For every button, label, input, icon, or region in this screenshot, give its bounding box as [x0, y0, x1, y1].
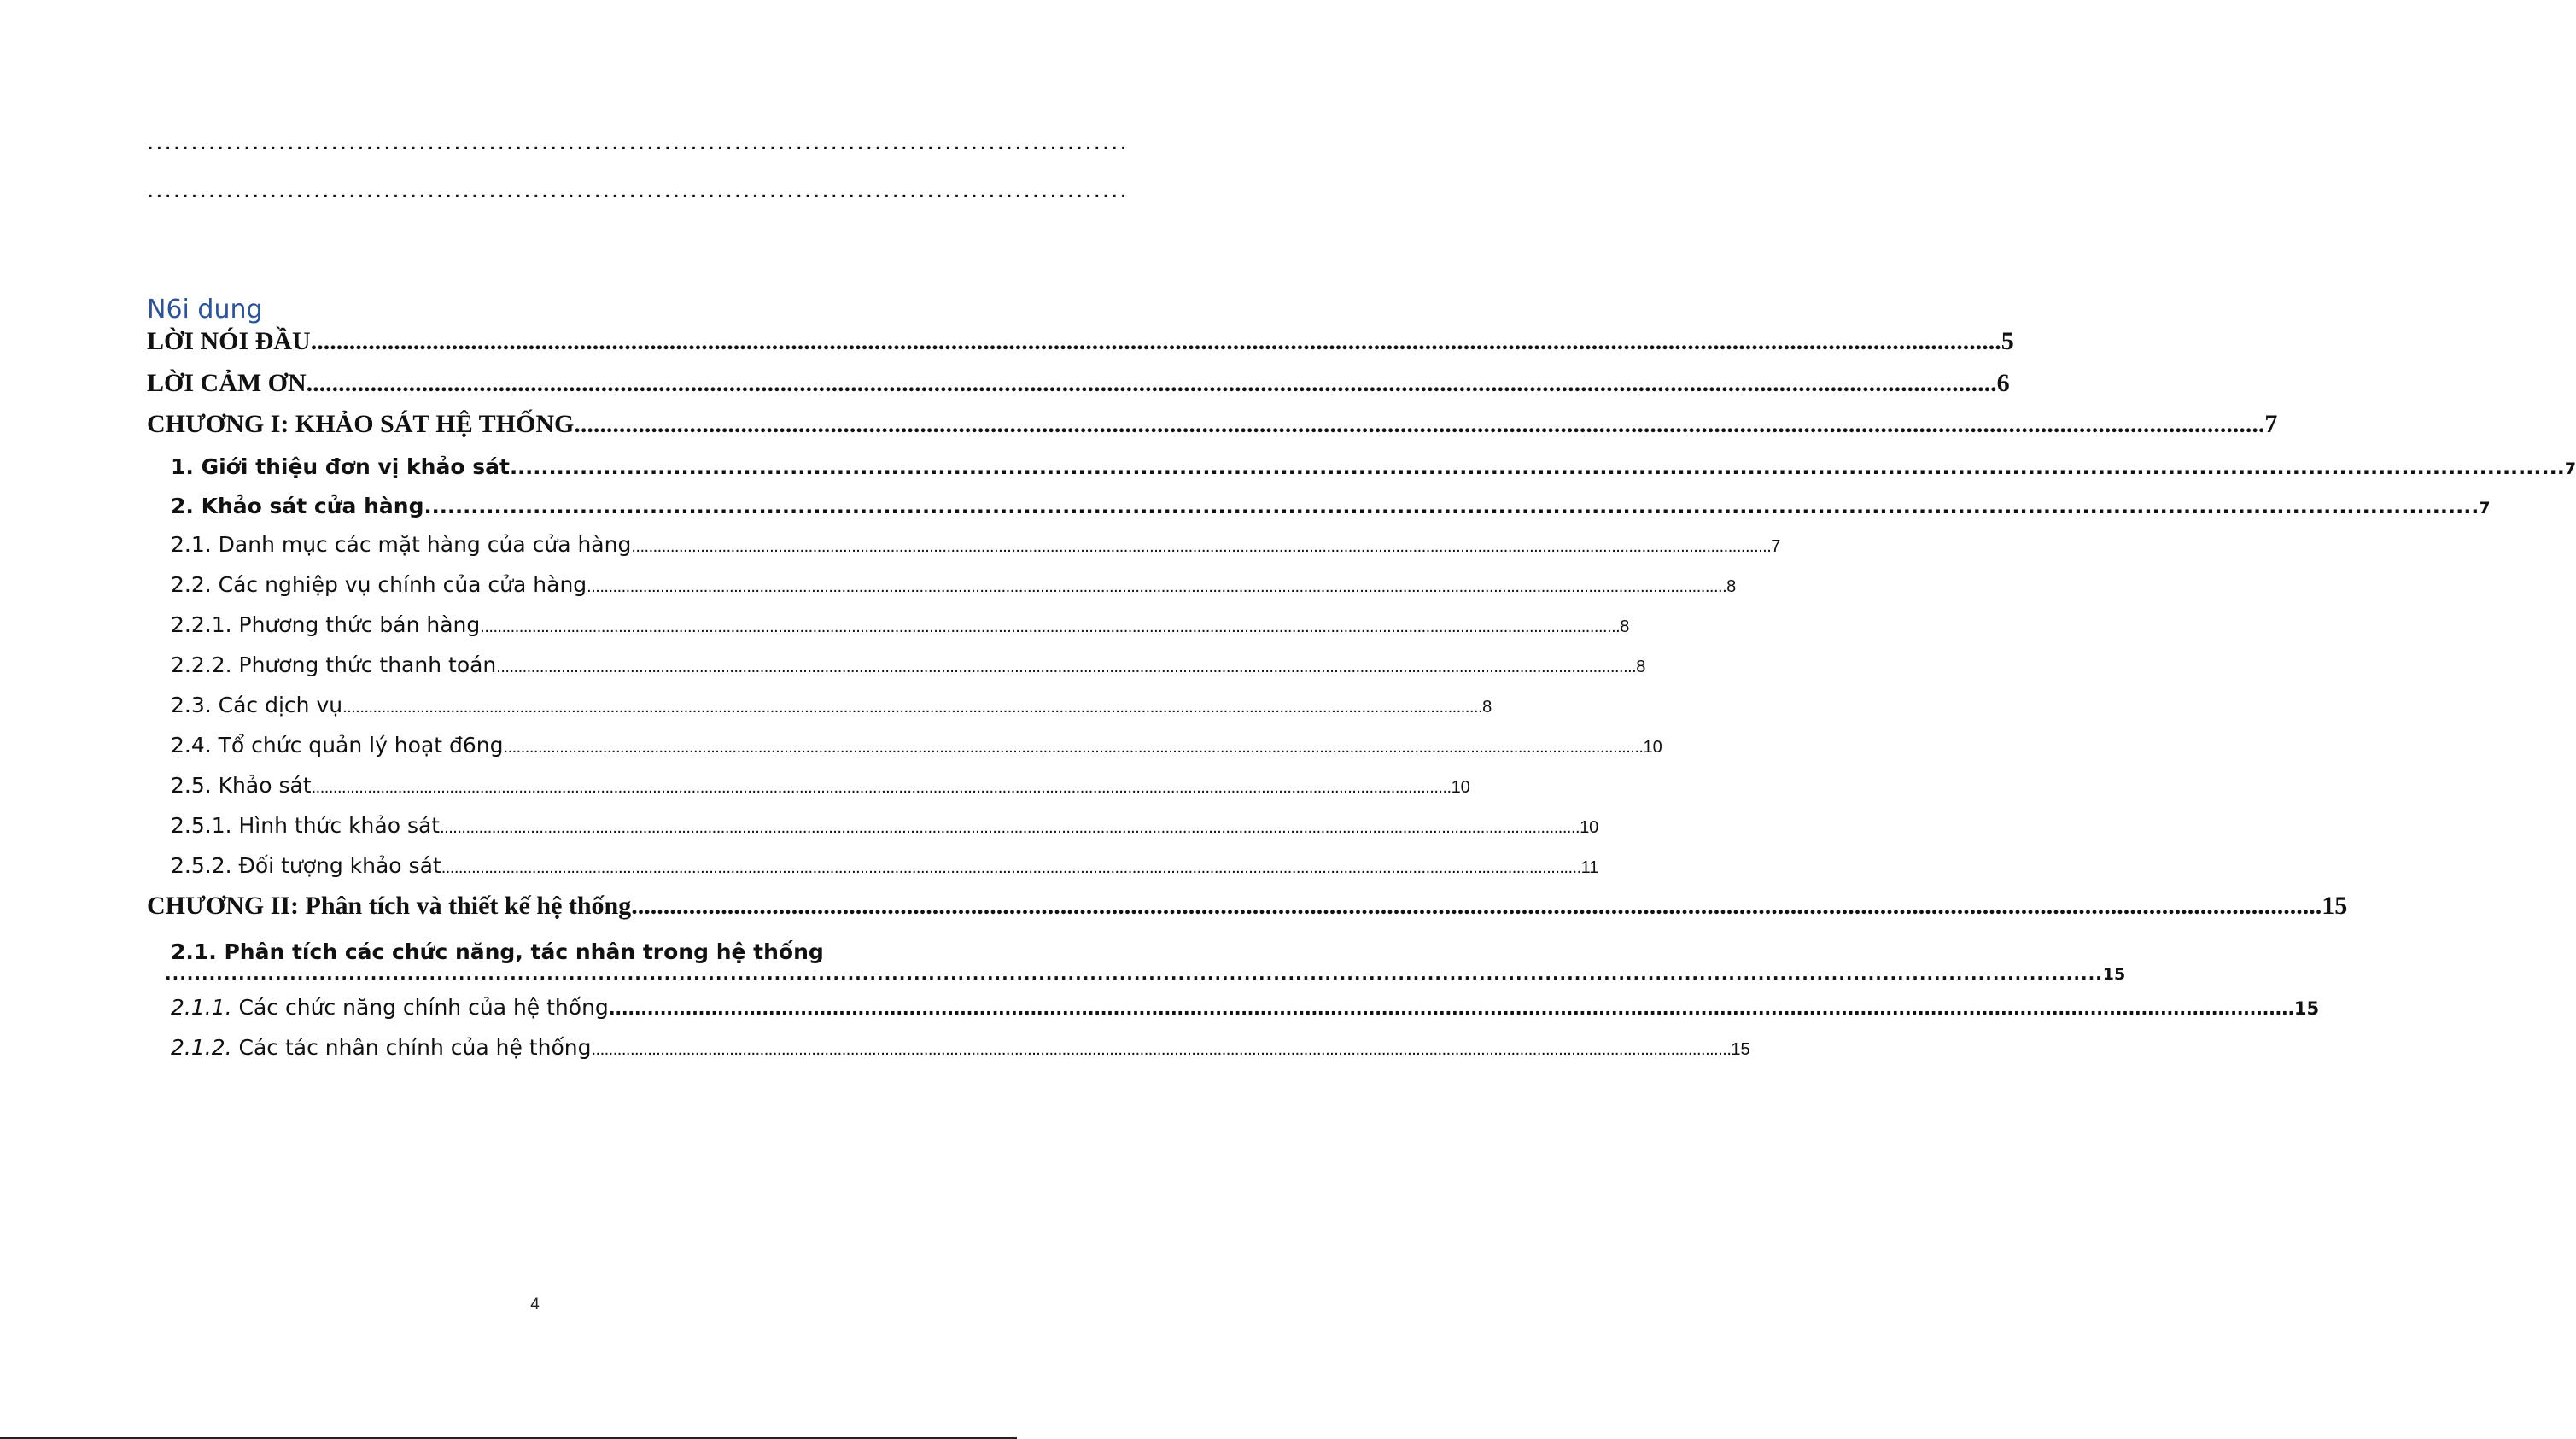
toc-entry-page: 8	[1620, 617, 1630, 636]
toc-entry[interactable]	[171, 813, 1599, 844]
toc-entry-chuong-1[interactable]	[147, 410, 2278, 444]
toc-entry-page: 15	[2322, 892, 2348, 920]
toc-entry-page: 15	[2102, 965, 2126, 984]
toc-entry-label: 2.4. Tổ chức quản lý hoạt đ6ng	[171, 733, 504, 758]
toc-entry-page: 7	[2264, 410, 2278, 438]
toc-entry-label: 2.3. Các dịch vụ	[171, 693, 343, 717]
toc-entry-label: LỜI CẢM ƠN	[147, 369, 307, 397]
toc-entry-page: 10	[1451, 778, 1470, 797]
toc-entry-page: 7	[2564, 459, 2576, 478]
toc-entry-label: 1. Giới thiệu đơn vị khảo sát	[171, 454, 510, 479]
dot-leader	[342, 698, 1482, 717]
toc-entry-page: 15	[2293, 998, 2320, 1019]
toc-entry[interactable]	[171, 733, 1662, 763]
toc-entry-page: 11	[1580, 858, 1599, 877]
dot-leader	[631, 537, 1771, 557]
toc-entry-label: 2.5.1. Hình thức khảo sát	[171, 813, 441, 838]
toc-entry[interactable]	[171, 454, 2576, 485]
toc-entry-page: 6	[1996, 369, 2010, 397]
dot-leader	[609, 998, 2294, 1019]
toc-entry-page: 8	[1726, 577, 1737, 596]
dot-leader	[423, 494, 2479, 518]
dot-leader	[441, 858, 1581, 878]
toc-entry[interactable]	[171, 1035, 1750, 1066]
toc-entry[interactable]	[171, 853, 1599, 884]
toc-entry[interactable]	[171, 693, 1492, 723]
dot-leader	[440, 818, 1580, 838]
toc-entry-page: 8	[1482, 698, 1492, 717]
toc-title: N6i dung	[147, 295, 263, 325]
toc-entry-number: 2.1.1.	[171, 995, 232, 1020]
toc-entry-page: 10	[1580, 818, 1599, 837]
toc-entry-page: 10	[1643, 738, 1662, 757]
toc-entry-label: 2. Khảo sát cửa hàng	[171, 494, 424, 518]
toc-entry-loi-noi-dau[interactable]	[147, 327, 2014, 361]
toc-entry-page: 8	[1636, 658, 1646, 676]
toc-entry-text: Các tác nhân chính của hệ thống	[231, 1035, 592, 1060]
toc-entry-label[interactable]: 2.1. Phân tích các chức năng, tác nhân trong hệ thống	[171, 939, 824, 964]
dot-leader	[311, 327, 2001, 356]
toc-entry-number: 2.1.2.	[171, 1035, 232, 1060]
toc-entry-label: 2.2.1. Phương thức bán hàng	[171, 612, 481, 637]
toc-entry-page: 5	[2001, 327, 2014, 355]
toc-entry-label	[171, 1035, 591, 1060]
toc-entry-continuation[interactable]	[165, 963, 2126, 989]
toc-entry-label: 2.2. Các nghiệp vụ chính của cửa hàng	[171, 572, 587, 597]
dot-leader	[480, 617, 1620, 637]
toc-entry[interactable]	[171, 995, 2320, 1026]
toc-entry-label: LỜI NÓI ĐẦU	[147, 327, 311, 355]
toc-entry-label	[171, 995, 609, 1020]
toc-entry-label: 2.1. Danh mục các mặt hàng của cửa hàng	[171, 532, 632, 557]
toc-entry-label: 2.5.2. Đối tượng khảo sát	[171, 853, 441, 878]
dot-leader	[312, 778, 1452, 798]
toc-entry[interactable]	[171, 612, 1630, 643]
dot-leader	[165, 963, 2103, 984]
page-number: 4	[530, 1296, 540, 1313]
toc-entry-text: Các chức năng chính của hệ thống	[231, 995, 609, 1020]
toc-entry-page: 7	[2479, 499, 2491, 518]
toc-entry-page: 15	[1731, 1040, 1750, 1059]
toc-entry[interactable]	[171, 773, 1470, 804]
dot-leader	[496, 658, 1636, 677]
toc-entry-label: CHƯƠNG I: KHẢO SÁT HỆ THỐNG	[147, 410, 575, 438]
filler-dotted-line: ................................................................................................................	[147, 178, 1129, 203]
toc-entry[interactable]	[171, 652, 1646, 683]
toc-entry-label: CHƯƠNG II: Phân tích và thiết kế hệ thống	[147, 892, 632, 920]
toc-entry-label: 2.2.2. Phương thức thanh toán	[171, 652, 497, 677]
toc-entry[interactable]	[171, 572, 1737, 603]
toc-entry-label: 2.5. Khảo sát	[171, 773, 312, 798]
toc-entry[interactable]	[171, 494, 2491, 524]
filler-dotted-line: ................................................................................................................	[147, 130, 1129, 155]
dot-leader	[574, 410, 2264, 439]
dot-leader	[631, 892, 2322, 921]
toc-entry[interactable]	[171, 532, 1781, 563]
dot-leader	[587, 577, 1726, 597]
toc-entry-page: 7	[1771, 537, 1781, 556]
toc-entry-chuong-2[interactable]	[147, 892, 2348, 926]
toc-entry-loi-cam-on[interactable]	[147, 369, 2010, 403]
dot-leader	[504, 738, 1644, 758]
dot-leader	[307, 369, 1997, 398]
dot-leader	[591, 1040, 1731, 1060]
dot-leader	[510, 455, 2565, 479]
